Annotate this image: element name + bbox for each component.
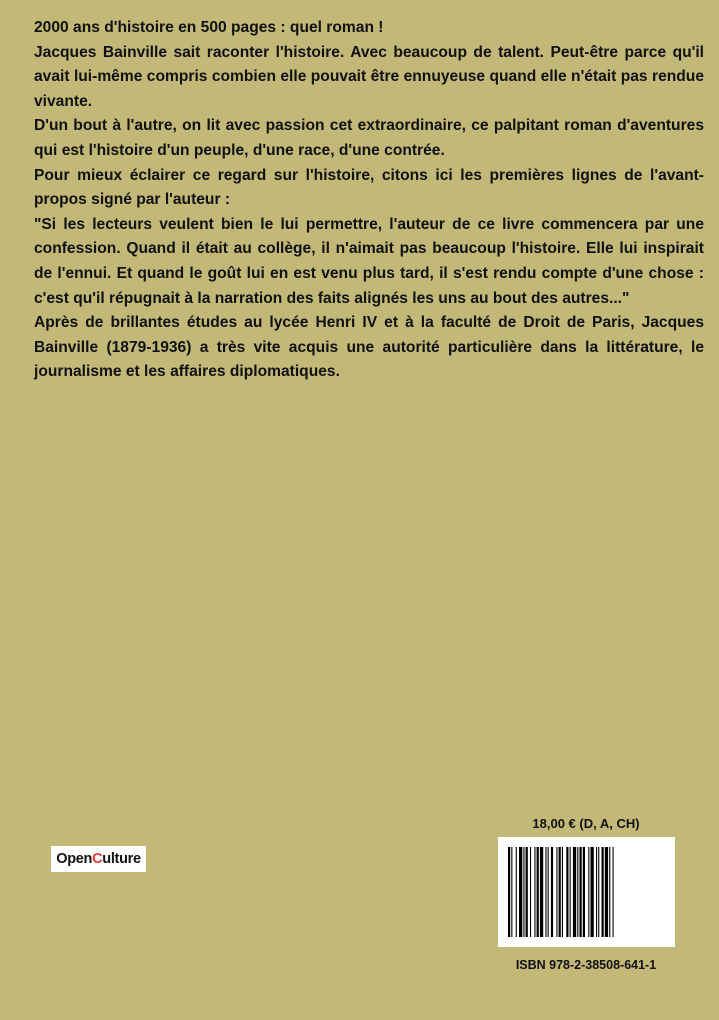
barcode-bar [523, 847, 524, 937]
barcode-bar [559, 847, 561, 937]
price-label: 18,00 € (D, A, CH) [532, 816, 640, 831]
barcode-bar [519, 847, 522, 937]
logo-text-end: ulture [102, 851, 141, 867]
barcode-bar [534, 847, 535, 937]
barcode-bar [588, 847, 589, 937]
barcode-bar [508, 847, 510, 937]
paragraph-title: 2000 ans d'histoire en 500 pages : quel roman ! [34, 19, 384, 36]
publisher-logo [51, 846, 146, 872]
barcode-bar [577, 847, 578, 937]
barcode-bar [605, 847, 608, 937]
barcode-bar [530, 847, 531, 937]
barcode-bar [596, 847, 597, 937]
barcode-bar [602, 847, 604, 937]
barcode-bar [613, 847, 614, 937]
barcode-bar [516, 847, 517, 937]
barcode-bar [548, 847, 549, 937]
barcode-bar [562, 847, 563, 937]
barcode-bar [591, 847, 594, 937]
paragraph-intro: Jacques Bainville sait raconter l'histoire. Avec beaucoup de talent. Peut-être parce qu'il avait lui-même compris combien elle pouvait être ennuyeuse quand elle n'était pas rendue vivante. [34, 43, 704, 110]
paragraph-quote-intro: Pour mieux éclairer ce regard sur l'histoire, citons ici les premières lignes de l'avant-propos signé par l'auteur : [34, 166, 704, 209]
paragraph-quote: "Si les lecteurs veulent bien le lui permettre, l'auteur de ce livre commencera par une confession. Quand il était au collège, il n'aimait pas beaucoup l'histoire. Elle lui inspirait de l'ennui. Et quand le goût lui en est venu plus tard, il s'est rendu compte d'une chose : c'est qu'il répugnait à la narration des faits alignés les uns au bout des autres..." [34, 215, 704, 307]
barcode-bar [551, 847, 553, 937]
paragraph-author-bio: Après de brillantes études au lycée Henri IV et à la faculté de Droit de Paris, Jacques Bainville (1879-1936) a très vite acquis une autorité particulière dans la littérature, le journalisme et les affaires diplomatiques. [34, 314, 704, 381]
back-cover-text [34, 16, 704, 385]
logo-text-start: Open [56, 851, 93, 867]
barcode-bar [598, 847, 599, 937]
barcode-bar [573, 847, 576, 937]
barcode-icon [498, 837, 675, 947]
barcode-bar [526, 847, 528, 937]
barcode-bar [537, 847, 539, 937]
paragraph-praise: D'un bout à l'autre, on lit avec passion cet extraordinaire, ce palpitant roman d'aventures qui est l'histoire d'un peuple, d'une race, d'une contrée. [34, 117, 704, 159]
barcode-bar [545, 847, 546, 937]
barcode-bar [540, 847, 543, 937]
barcode-bar [580, 847, 582, 937]
logo-text-mark: C [92, 851, 103, 867]
barcode-bar [511, 847, 512, 937]
barcode-bars [498, 837, 675, 947]
barcode-bar [609, 847, 610, 937]
barcode-bar [583, 847, 585, 937]
isbn-label: ISBN 978-2-38508-641-1 [515, 958, 657, 972]
barcode-bar [566, 847, 568, 937]
barcode-bar [570, 847, 571, 937]
barcode-bar [556, 847, 557, 937]
